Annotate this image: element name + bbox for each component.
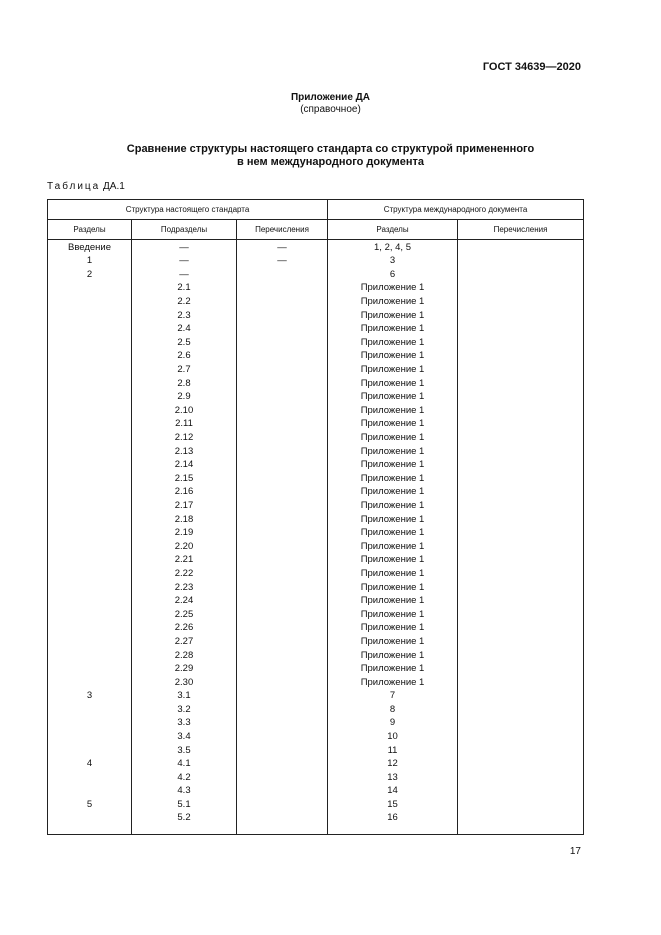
table-cell: [237, 784, 328, 798]
table-cell: [237, 363, 328, 377]
table-cell: Приложение 1: [328, 281, 458, 295]
table-cell: Приложение 1: [328, 308, 458, 322]
table-cell: [48, 553, 132, 567]
table-cell: 9: [328, 716, 458, 730]
table-cell: [48, 376, 132, 390]
table-cell: 3: [48, 689, 132, 703]
table-row: [48, 553, 584, 567]
appendix-subtitle: (справочное): [300, 104, 361, 115]
column-header-intl-sections: Разделы: [328, 220, 458, 240]
table-row: [48, 431, 584, 445]
table-cell: 2.15: [132, 472, 237, 486]
column-header-intl-enumerations: Перечисления: [458, 220, 584, 240]
table-cell: Приложение 1: [328, 485, 458, 499]
table-caption: [47, 181, 125, 192]
table-cell: [237, 349, 328, 363]
table-cell: 2.24: [132, 594, 237, 608]
table-cell: [237, 512, 328, 526]
table-cell: [458, 811, 584, 835]
table-cell: 2.4: [132, 322, 237, 336]
table-cell: Приложение 1: [328, 512, 458, 526]
table-cell: Приложение 1: [328, 458, 458, 472]
table-cell: 10: [328, 730, 458, 744]
table-row: [48, 349, 584, 363]
table-cell: Приложение 1: [328, 594, 458, 608]
group-header-international-document: Структура международного документа: [328, 200, 584, 220]
table-cell: [458, 376, 584, 390]
table-cell: 8: [328, 703, 458, 717]
table-cell: Приложение 1: [328, 472, 458, 486]
table-row: [48, 254, 584, 268]
table-row: [48, 798, 584, 812]
table-cell: Приложение 1: [328, 444, 458, 458]
table-cell: [48, 784, 132, 798]
table-cell: [48, 526, 132, 540]
section-heading-line-1: Сравнение структуры настоящего стандарта со структурой примененного: [126, 143, 535, 155]
table-cell: [48, 444, 132, 458]
table-caption-id: ДА.1: [103, 181, 125, 192]
document-code: ГОСТ 34639—2020: [482, 61, 581, 73]
table-cell: Приложение 1: [328, 349, 458, 363]
table-row: [48, 512, 584, 526]
table-cell: 4.3: [132, 784, 237, 798]
table-cell: [48, 295, 132, 309]
table-cell: 5.1: [132, 798, 237, 812]
table-cell: [48, 322, 132, 336]
table-cell: —: [132, 254, 237, 268]
table-cell: 2.25: [132, 607, 237, 621]
table-body: [48, 240, 584, 835]
table-cell: [237, 689, 328, 703]
table-row: [48, 308, 584, 322]
table-cell: 2.17: [132, 499, 237, 513]
table-cell: [458, 499, 584, 513]
table-cell: [458, 580, 584, 594]
table-cell: [237, 404, 328, 418]
table-cell: [458, 567, 584, 581]
table-cell: 2.30: [132, 675, 237, 689]
table-cell: [48, 662, 132, 676]
table-row: [48, 322, 584, 336]
table-cell: [237, 472, 328, 486]
table-row: [48, 268, 584, 282]
table-row: [48, 743, 584, 757]
table-cell: [237, 798, 328, 812]
table-cell: [48, 336, 132, 350]
table-cell: 11: [328, 743, 458, 757]
table-cell: [48, 363, 132, 377]
table-cell: 2.13: [132, 444, 237, 458]
table-cell: [48, 716, 132, 730]
table-cell: [48, 404, 132, 418]
table-cell: 4: [48, 757, 132, 771]
table-cell: [458, 648, 584, 662]
table-cell: [48, 635, 132, 649]
table-cell: Приложение 1: [328, 322, 458, 336]
table-cell: Приложение 1: [328, 567, 458, 581]
table-cell: 2.11: [132, 417, 237, 431]
table-cell: [237, 594, 328, 608]
section-heading-line-2: в нем международного документа: [237, 156, 424, 168]
table-cell: [458, 539, 584, 553]
table-cell: [458, 444, 584, 458]
table-cell: Приложение 1: [328, 499, 458, 513]
table-row: [48, 648, 584, 662]
table-cell: 2.28: [132, 648, 237, 662]
table-cell: 16: [328, 811, 458, 835]
table-cell: [48, 703, 132, 717]
table-row: [48, 703, 584, 717]
table-cell: 2.9: [132, 390, 237, 404]
table-cell: Приложение 1: [328, 431, 458, 445]
table-row: [48, 757, 584, 771]
table-cell: [458, 512, 584, 526]
table-cell: [458, 404, 584, 418]
table-cell: [48, 390, 132, 404]
table-cell: [237, 431, 328, 445]
table-cell: [458, 784, 584, 798]
table-row: [48, 621, 584, 635]
table-cell: [458, 417, 584, 431]
table-cell: [237, 607, 328, 621]
table-cell: 2.8: [132, 376, 237, 390]
table-cell: 2.20: [132, 539, 237, 553]
table-cell: [458, 363, 584, 377]
table-row: [48, 295, 584, 309]
table-cell: [48, 580, 132, 594]
table-cell: Приложение 1: [328, 295, 458, 309]
table-cell: [237, 553, 328, 567]
table-cell: Приложение 1: [328, 376, 458, 390]
table-cell: 4.1: [132, 757, 237, 771]
table-row: [48, 567, 584, 581]
table-cell: 2.1: [132, 281, 237, 295]
table-cell: 3.3: [132, 716, 237, 730]
table-cell: Приложение 1: [328, 675, 458, 689]
column-header-sections: Разделы: [48, 220, 132, 240]
column-header-enumerations: Перечисления: [237, 220, 328, 240]
table-cell: [237, 567, 328, 581]
table-cell: [237, 675, 328, 689]
table-cell: Приложение 1: [328, 417, 458, 431]
table-cell: [48, 743, 132, 757]
table-cell: 2.3: [132, 308, 237, 322]
table-row: [48, 689, 584, 703]
table-cell: Приложение 1: [328, 390, 458, 404]
table-cell: 3.4: [132, 730, 237, 744]
table-cell: [458, 308, 584, 322]
table-row: [48, 376, 584, 390]
table-cell: [458, 268, 584, 282]
page-number: 17: [569, 846, 581, 857]
table-row: [48, 675, 584, 689]
table-row: [48, 662, 584, 676]
table-cell: [237, 322, 328, 336]
table-cell: [237, 417, 328, 431]
table-cell: 1: [48, 254, 132, 268]
table-cell: 2.19: [132, 526, 237, 540]
table-cell: Приложение 1: [328, 553, 458, 567]
table-cell: [237, 485, 328, 499]
table-cell: 2.16: [132, 485, 237, 499]
table-row: [48, 635, 584, 649]
table-row: [48, 485, 584, 499]
table-cell: Приложение 1: [328, 662, 458, 676]
table-cell: 2.21: [132, 553, 237, 567]
table-row: [48, 240, 584, 255]
table-cell: [237, 526, 328, 540]
table-cell: Приложение 1: [328, 363, 458, 377]
table-cell: [237, 458, 328, 472]
table-row: [48, 580, 584, 594]
table-cell: 2.5: [132, 336, 237, 350]
table-cell: 3.5: [132, 743, 237, 757]
table-cell: [237, 730, 328, 744]
table-cell: [237, 811, 328, 835]
table-cell: [48, 512, 132, 526]
table-cell: [48, 771, 132, 785]
table-row: [48, 526, 584, 540]
table-cell: —: [132, 268, 237, 282]
table-cell: [48, 567, 132, 581]
table-cell: [458, 526, 584, 540]
table-cell: 2.29: [132, 662, 237, 676]
table-cell: —: [237, 240, 328, 255]
table-row: [48, 594, 584, 608]
table-cell: 6: [328, 268, 458, 282]
table-cell: 5.2: [132, 811, 237, 835]
table-row: [48, 404, 584, 418]
table-cell: [48, 458, 132, 472]
table-cell: 12: [328, 757, 458, 771]
table-cell: 2.2: [132, 295, 237, 309]
table-cell: 1, 2, 4, 5: [328, 240, 458, 255]
table-cell: [48, 485, 132, 499]
table-cell: [237, 580, 328, 594]
table-cell: Приложение 1: [328, 607, 458, 621]
table-cell: [237, 662, 328, 676]
table-cell: [458, 472, 584, 486]
table-cell: 3.2: [132, 703, 237, 717]
table-cell: [237, 635, 328, 649]
table-cell: [237, 268, 328, 282]
table-cell: [458, 390, 584, 404]
table-cell: [237, 499, 328, 513]
table-cell: [458, 485, 584, 499]
table-cell: [458, 716, 584, 730]
table-cell: 2.12: [132, 431, 237, 445]
table-cell: [458, 431, 584, 445]
table-cell: [458, 594, 584, 608]
table-row: [48, 730, 584, 744]
table-cell: [237, 771, 328, 785]
table-row: [48, 417, 584, 431]
table-row: [48, 811, 584, 835]
table-cell: [458, 675, 584, 689]
table-row: [48, 716, 584, 730]
table-cell: [48, 431, 132, 445]
appendix-title: Приложение ДА: [290, 92, 371, 103]
table-cell: [458, 254, 584, 268]
table-cell: [48, 730, 132, 744]
table-cell: [48, 648, 132, 662]
table-cell: [458, 689, 584, 703]
table-cell: [237, 743, 328, 757]
table-cell: [458, 553, 584, 567]
table-cell: [237, 281, 328, 295]
table-cell: 13: [328, 771, 458, 785]
table-cell: 4.2: [132, 771, 237, 785]
table-cell: 3: [328, 254, 458, 268]
table-cell: Приложение 1: [328, 539, 458, 553]
table-cell: [458, 349, 584, 363]
table-cell: Приложение 1: [328, 648, 458, 662]
table-cell: 5: [48, 798, 132, 812]
table-cell: [48, 675, 132, 689]
table-cell: [237, 621, 328, 635]
table-cell: Приложение 1: [328, 621, 458, 635]
table-group-header-row: [48, 200, 584, 220]
table-cell: Приложение 1: [328, 526, 458, 540]
table-column-header-row: [48, 220, 584, 240]
table-cell: [237, 539, 328, 553]
table-row: [48, 539, 584, 553]
table-cell: —: [132, 240, 237, 255]
table-row: [48, 390, 584, 404]
table-cell: [458, 621, 584, 635]
table-cell: 2.7: [132, 363, 237, 377]
table-cell: [458, 703, 584, 717]
table-cell: [237, 295, 328, 309]
table-cell: [48, 417, 132, 431]
table-cell: Приложение 1: [328, 580, 458, 594]
table-cell: [237, 716, 328, 730]
table-cell: [458, 635, 584, 649]
table-cell: 2.22: [132, 567, 237, 581]
table-row: [48, 281, 584, 295]
table-cell: Приложение 1: [328, 404, 458, 418]
table-cell: [237, 648, 328, 662]
group-header-this-standard: Структура настоящего стандарта: [48, 200, 328, 220]
table-cell: [458, 322, 584, 336]
table-row: [48, 444, 584, 458]
table-row: [48, 458, 584, 472]
table-row: [48, 771, 584, 785]
table-cell: 2.23: [132, 580, 237, 594]
table-cell: 15: [328, 798, 458, 812]
table-cell: [458, 730, 584, 744]
table-cell: 2.26: [132, 621, 237, 635]
table-cell: [237, 376, 328, 390]
table-cell: 3.1: [132, 689, 237, 703]
table-cell: [48, 621, 132, 635]
table-row: [48, 784, 584, 798]
table-cell: [48, 607, 132, 621]
table-cell: Введение: [48, 240, 132, 255]
table-row: [48, 363, 584, 377]
table-cell: [48, 349, 132, 363]
comparison-table: [47, 199, 584, 835]
table-cell: [458, 662, 584, 676]
table-cell: 2: [48, 268, 132, 282]
table-row: [48, 499, 584, 513]
table-cell: [458, 240, 584, 255]
table-cell: 2.18: [132, 512, 237, 526]
table-cell: Приложение 1: [328, 336, 458, 350]
table-cell: [458, 295, 584, 309]
table-cell: 2.27: [132, 635, 237, 649]
table-cell: 2.6: [132, 349, 237, 363]
table-cell: [458, 281, 584, 295]
table-cell: [458, 336, 584, 350]
table-row: [48, 472, 584, 486]
table-row: [48, 336, 584, 350]
table-cell: [237, 444, 328, 458]
table-cell: [48, 811, 132, 835]
column-header-subsections: Подразделы: [132, 220, 237, 240]
table-cell: [48, 594, 132, 608]
table-cell: [237, 703, 328, 717]
table-cell: [48, 281, 132, 295]
table-cell: [237, 308, 328, 322]
table-cell: [48, 472, 132, 486]
table-cell: [48, 499, 132, 513]
table-cell: [458, 743, 584, 757]
table-cell: 2.10: [132, 404, 237, 418]
table-cell: [237, 757, 328, 771]
table-cell: 2.14: [132, 458, 237, 472]
table-cell: [458, 757, 584, 771]
table-row: [48, 607, 584, 621]
table-cell: 7: [328, 689, 458, 703]
table-cell: [458, 458, 584, 472]
table-cell: [237, 336, 328, 350]
table-cell: [48, 539, 132, 553]
table-cell: [458, 771, 584, 785]
table-cell: [458, 607, 584, 621]
table-cell: [458, 798, 584, 812]
table-cell: Приложение 1: [328, 635, 458, 649]
table-cell: [48, 308, 132, 322]
table-cell: 14: [328, 784, 458, 798]
table-cell: [237, 390, 328, 404]
table-cell: —: [237, 254, 328, 268]
table-caption-word: Таблица: [47, 181, 101, 192]
